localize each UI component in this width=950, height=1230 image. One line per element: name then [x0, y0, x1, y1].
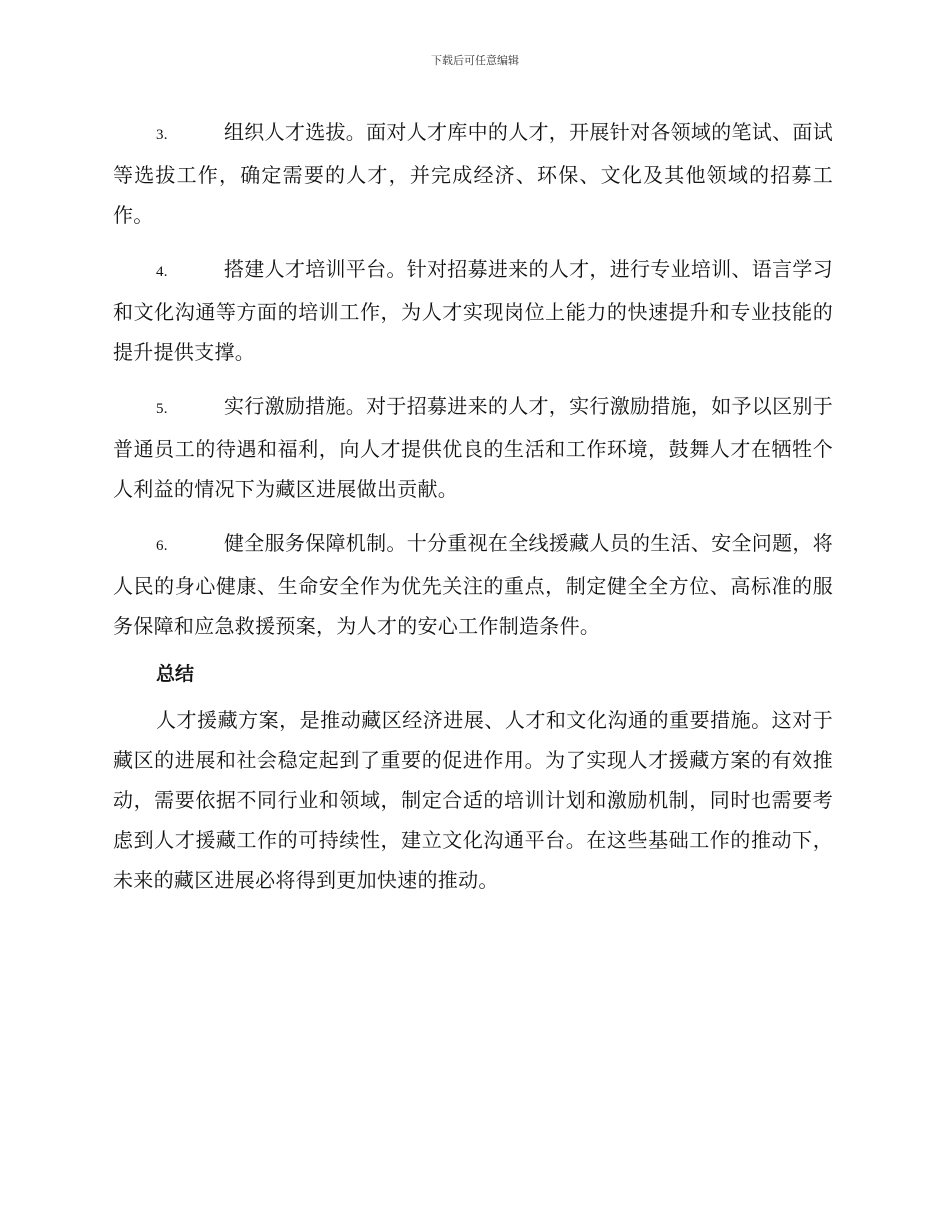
list-item-4 — [113, 249, 833, 372]
list-item-3 — [113, 112, 833, 235]
list-item-text: 健全服务保障机制。十分重视在全线援藏人员的生活、安全问题，将人民的身心健康、生命安全作为优先关注的重点，制定健全全方位、高标准的服务保障和应急救援预案，为人才的安心工作制造条件。 — [113, 531, 833, 638]
list-item-text: 组织人才选拔。面对人才库中的人才，开展针对各领域的笔试、面试等选拔工作，确定需要的人才，并完成经济、环保、文化及其他领域的招募工作。 — [113, 120, 833, 227]
summary-heading: 总结 — [156, 663, 195, 685]
list-item-number: 6. — [156, 538, 168, 554]
summary-paragraph: 人才援藏方案，是推动藏区经济进展、人才和文化沟通的重要措施。这对于藏区的进展和社会稳定起到了重要的促进作用。为了实现人才援藏方案的有效推动，需要依据不同行业和领域，制定合适的培训计划和激励机制，同时也需要考虑到人才援藏工作的可持续性，建立文化沟通平台。在这些基础工作的推动下，未来的藏区进展必将得到更加快速的推动。 — [113, 708, 833, 892]
list-item-6 — [113, 523, 833, 646]
list-item-text: 搭建人才培训平台。针对招募进来的人才，进行专业培训、语言学习和文化沟通等方面的培训工作，为人才实现岗位上能力的快速提升和专业技能的提升提供支撑。 — [113, 257, 833, 364]
document-body — [113, 112, 833, 914]
list-item-number: 4. — [156, 264, 168, 280]
page-header: 下载后可任意编辑 — [431, 54, 519, 67]
list-item-number: 3. — [156, 127, 168, 143]
list-item-5 — [113, 386, 833, 509]
list-item-number: 5. — [156, 401, 168, 417]
list-item-text: 实行激励措施。对于招募进来的人才，实行激励措施，如予以区别于普通员工的待遇和福利，向人才提供优良的生活和工作环境，鼓舞人才在牺牲个人利益的情况下为藏区进展做出贡献。 — [113, 394, 833, 501]
